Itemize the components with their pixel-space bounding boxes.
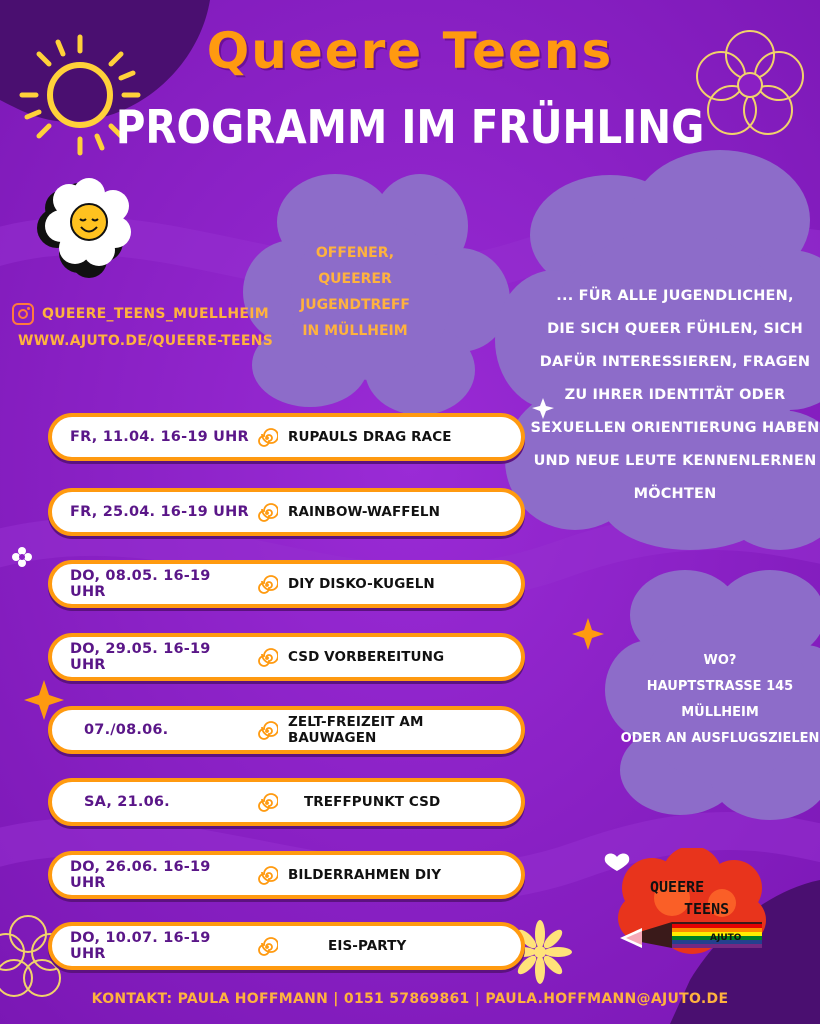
- svg-text:TEENS: TEENS: [684, 900, 730, 918]
- event-name: BILDERRAHMEN DIY: [288, 867, 442, 883]
- event-row: [48, 706, 525, 754]
- audience-line: UND NEUE LEUTE KENNENLERNEN: [533, 453, 817, 469]
- instagram-icon: [12, 303, 34, 325]
- event-row: [48, 560, 525, 608]
- event-row: [48, 922, 525, 970]
- audience-line: SEXUELLEN ORIENTIERUNG HABEN: [530, 420, 820, 436]
- event-date: DO, 08.05. 16-19 UHR: [70, 568, 211, 600]
- spiral-icon: [256, 502, 278, 524]
- audience-line: ZU IHRER IDENTITÄT ODER: [564, 387, 786, 403]
- event-name: EIS-PARTY: [328, 938, 407, 954]
- event-date: DO, 26.06. 16-19 UHR: [70, 859, 211, 891]
- event-name: RAINBOW-WAFFELN: [288, 504, 441, 520]
- intro-line: IN MÜLLHEIM: [302, 323, 408, 339]
- spiral-icon: [256, 865, 278, 887]
- spiral-icon: [256, 720, 278, 742]
- intro-line: JUGENDTREFF: [300, 297, 410, 313]
- intro-line: QUEERER: [318, 271, 392, 287]
- event-row: [48, 488, 525, 536]
- event-date: DO, 29.05. 16-19 UHR: [70, 641, 211, 673]
- queere-teens-logo: [612, 848, 772, 958]
- event-row: [48, 851, 525, 899]
- page-title: PROGRAMM IM FRÜHLING: [115, 100, 705, 154]
- audience-text: [505, 280, 820, 511]
- audience-line: DAFÜR INTERESSIEREN, FRAGEN: [539, 354, 811, 370]
- intro-line: OFFENER,: [315, 245, 395, 261]
- event-row: [48, 778, 525, 826]
- instagram-handle[interactable]: [12, 303, 269, 325]
- svg-text:QUEERE: QUEERE: [650, 878, 705, 896]
- event-date: FR, 25.04. 16-19 UHR: [70, 504, 249, 520]
- event-date: DO, 10.07. 16-19 UHR: [70, 930, 211, 962]
- svg-text:AJUTO: AJUTO: [710, 933, 742, 943]
- event-date: SA, 21.06.: [84, 794, 170, 810]
- intro-text: [285, 240, 425, 344]
- location-line: HAUPTSTRASSE 145: [646, 679, 794, 694]
- audience-line: ... FÜR ALLE JUGENDLICHEN,: [556, 288, 794, 304]
- event-row: [48, 413, 525, 461]
- spiral-icon: [256, 647, 278, 669]
- website-link[interactable]: WWW.AJUTO.DE/QUEERE-TEENS: [18, 333, 274, 349]
- audience-line: MÖCHTEN: [633, 486, 717, 502]
- spiral-icon: [256, 574, 278, 596]
- location-line: ODER AN AUSFLUGSZIELEN: [620, 731, 820, 746]
- event-row: [48, 633, 525, 681]
- contact-line: KONTAKT: PAULA HOFFMANN | 0151 57869861 | PAULA.HOFFMANN@AJUTO.DE: [91, 991, 729, 1007]
- event-name: CSD VORBEREITUNG: [288, 649, 445, 665]
- spiral-icon: [256, 936, 278, 958]
- event-name: TREFFPUNKT CSD: [304, 794, 441, 810]
- location-text: [620, 648, 820, 752]
- event-name: RUPAULS DRAG RACE: [288, 429, 452, 445]
- event-date: FR, 11.04. 16-19 UHR: [70, 429, 249, 445]
- spiral-icon: [256, 427, 278, 449]
- audience-line: DIE SICH QUEER FÜHLEN, SICH: [547, 321, 803, 337]
- instagram-handle-text: QUEERE_TEENS_MUELLHEIM: [42, 306, 269, 322]
- brand-title: Queere Teens: [206, 22, 614, 80]
- event-name: ZELT-FREIZEIT AM BAUWAGEN: [288, 714, 424, 746]
- location-line: MÜLLHEIM: [681, 705, 759, 720]
- event-name: DIY DISKO-KUGELN: [288, 576, 435, 592]
- spiral-icon: [256, 792, 278, 814]
- event-date: 07./08.06.: [84, 722, 169, 738]
- location-line: WO?: [703, 653, 737, 668]
